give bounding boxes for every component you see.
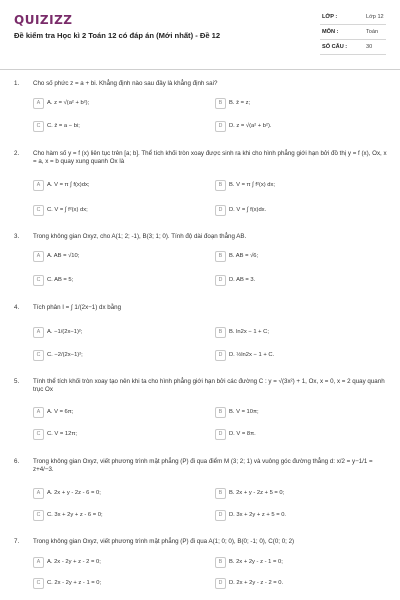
question-number: 2. — [14, 150, 20, 157]
option-b[interactable] — [215, 180, 375, 191]
option-text: D. ½ln2x − 1 + C. — [229, 351, 275, 358]
option-b[interactable] — [215, 557, 375, 568]
option-letter: D — [215, 510, 226, 521]
option-letter: C — [33, 275, 44, 286]
quizizz-logo[interactable]: QUIZIZZ — [14, 13, 73, 27]
option-letter: D — [215, 275, 226, 286]
meta-row-subject — [320, 25, 386, 40]
option-letter: B — [215, 180, 226, 191]
option-text: D. V = ∫ f(x)dx. — [229, 206, 267, 213]
question-text: Trong không gian Oxyz, viết phương trình mặt phẳng (P) đi qua điểm M (3; 2; 1) và vuông góc đường thẳng d: x/2 = y−1/1 = z+4/−3. — [33, 458, 373, 473]
option-letter: B — [215, 488, 226, 499]
option-c[interactable] — [33, 205, 193, 216]
option-d[interactable] — [215, 429, 375, 440]
option-text: A. z = √(a² + b²); — [47, 99, 90, 106]
option-letter: D — [215, 578, 226, 589]
question-text: Tính thể tích khối tròn xoay tạo nên khi ta cho hình phẳng giới hạn bởi các đường C : y = √(3x²) + 1, Ox, x = 0, x = 2 quay quanh trục Ox — [33, 378, 385, 393]
option-text: A. 2x + y - 2z - 6 = 0; — [47, 489, 101, 496]
option-text: C. −2/(2x−1)²; — [47, 351, 83, 358]
meta-value: Lớp 12 — [366, 14, 384, 20]
meta-label: SỐ CÂU : — [322, 44, 348, 50]
option-a[interactable] — [33, 407, 193, 418]
option-letter: D — [215, 350, 226, 361]
meta-row-count — [320, 40, 386, 55]
meta-label: LỚP : — [322, 14, 338, 20]
option-text: B. 2x + 2y - z - 1 = 0; — [229, 558, 283, 565]
option-letter: B — [215, 407, 226, 418]
meta-value: Toán — [366, 29, 379, 35]
option-b[interactable] — [215, 407, 375, 418]
option-letter: D — [215, 121, 226, 132]
option-letter: A — [33, 327, 44, 338]
option-letter: B — [215, 98, 226, 109]
option-text: A. V = π ∫ f(x)dx; — [47, 181, 90, 188]
option-d[interactable] — [215, 121, 375, 132]
option-c[interactable] — [33, 510, 193, 521]
question-number: 3. — [14, 233, 20, 240]
option-text: B. V = 10π; — [229, 408, 259, 415]
option-letter: B — [215, 251, 226, 262]
option-c[interactable] — [33, 350, 193, 361]
option-letter: A — [33, 98, 44, 109]
option-letter: C — [33, 350, 44, 361]
option-b[interactable] — [215, 488, 375, 499]
question-text: Trong không gian Oxyz, cho A(1; 2; -1), B(3; 1; 0). Tính độ dài đoạn thẳng AB. — [33, 233, 247, 240]
option-a[interactable] — [33, 98, 193, 109]
option-text: C. AB = 5; — [47, 276, 74, 283]
option-letter: A — [33, 488, 44, 499]
question-text: Trong không gian Oxyz, viết phương trình mặt phẳng (P) đi qua A(1; 0; 0), B(0; -1; 0), C(0; 0; 2) — [33, 538, 295, 545]
option-letter: A — [33, 557, 44, 568]
option-text: C. 2x - 2y + z - 1 = 0; — [47, 579, 102, 586]
option-c[interactable] — [33, 429, 193, 440]
option-d[interactable] — [215, 275, 375, 286]
question-text: Cho hàm số y = f (x) liên tục trên [a; b]. Thể tích khối tròn xoay được sinh ra khi cho hình phẳng giới hạn bởi đồ thị y = f (x), Ox, x = a, x = b quay xung quanh Ox là — [33, 150, 387, 165]
option-text: D. z = √(a² + b²). — [229, 122, 272, 129]
option-text: B. ln2x − 1 + C; — [229, 328, 269, 335]
option-d[interactable] — [215, 350, 375, 361]
option-d[interactable] — [215, 578, 375, 589]
option-letter: D — [215, 205, 226, 216]
meta-value: 30 — [366, 44, 373, 50]
option-b[interactable] — [215, 327, 375, 338]
option-letter: C — [33, 121, 44, 132]
question-number: 4. — [14, 304, 20, 311]
option-text: A. AB = √10; — [47, 252, 80, 259]
option-letter: A — [33, 251, 44, 262]
option-c[interactable] — [33, 275, 193, 286]
option-letter: C — [33, 205, 44, 216]
exam-meta-table — [320, 10, 386, 55]
option-a[interactable] — [33, 327, 193, 338]
question-number: 1. — [14, 80, 20, 87]
question-number: 6. — [14, 458, 20, 465]
meta-row-class — [320, 10, 386, 25]
option-text: B. 2x + y - 2z + 5 = 0; — [229, 489, 285, 496]
option-text: D. 3x + 2y + z + 5 = 0. — [229, 511, 287, 518]
option-letter: B — [215, 327, 226, 338]
option-text: D. V = 8π. — [229, 430, 256, 437]
option-letter: B — [215, 557, 226, 568]
meta-label: MÔN : — [322, 29, 339, 35]
page-title: Đề kiểm tra Học kì 2 Toán 12 có đáp án (Mới nhất) - Đề 12 — [14, 31, 221, 40]
option-d[interactable] — [215, 510, 375, 521]
option-b[interactable] — [215, 98, 375, 109]
option-text: B. z̄ = z; — [229, 99, 251, 106]
option-text: A. 2x - 2y + z - 2 = 0; — [47, 558, 101, 565]
option-a[interactable] — [33, 180, 193, 191]
option-text: C. V = 12π; — [47, 430, 77, 437]
option-text: C. 3x + 2y + z - 6 = 0; — [47, 511, 103, 518]
option-d[interactable] — [215, 205, 375, 216]
option-text: C. V = ∫ f²(x) dx; — [47, 206, 88, 213]
header-divider — [0, 69, 400, 70]
option-text: C. z̄ = a − bi; — [47, 122, 80, 129]
option-letter: A — [33, 407, 44, 418]
option-text: B. AB = √6; — [229, 252, 259, 259]
option-letter: C — [33, 578, 44, 589]
option-letter: C — [33, 429, 44, 440]
option-letter: C — [33, 510, 44, 521]
question-number: 7. — [14, 538, 20, 545]
option-text: A. −1/(2x−1)²; — [47, 328, 83, 335]
option-letter: D — [215, 429, 226, 440]
option-c[interactable] — [33, 578, 193, 589]
option-a[interactable] — [33, 488, 193, 499]
option-c[interactable] — [33, 121, 193, 132]
option-b[interactable] — [215, 251, 375, 262]
option-a[interactable] — [33, 251, 193, 262]
question-text: Tích phân I = ∫ 1/(2x−1) dx bằng — [33, 304, 122, 311]
page-header — [0, 0, 400, 66]
option-text: D. 2x + 2y - z - 2 = 0. — [229, 579, 284, 586]
option-text: A. V = 6π; — [47, 408, 74, 415]
question-text: Cho số phức z = a + bi. Khẳng định nào sau đây là khẳng định sai? — [33, 80, 218, 87]
option-letter: A — [33, 180, 44, 191]
option-a[interactable] — [33, 557, 193, 568]
option-text: B. V = π ∫ f²(x) dx; — [229, 181, 276, 188]
question-number: 5. — [14, 378, 20, 385]
option-text: D. AB = 3. — [229, 276, 256, 283]
